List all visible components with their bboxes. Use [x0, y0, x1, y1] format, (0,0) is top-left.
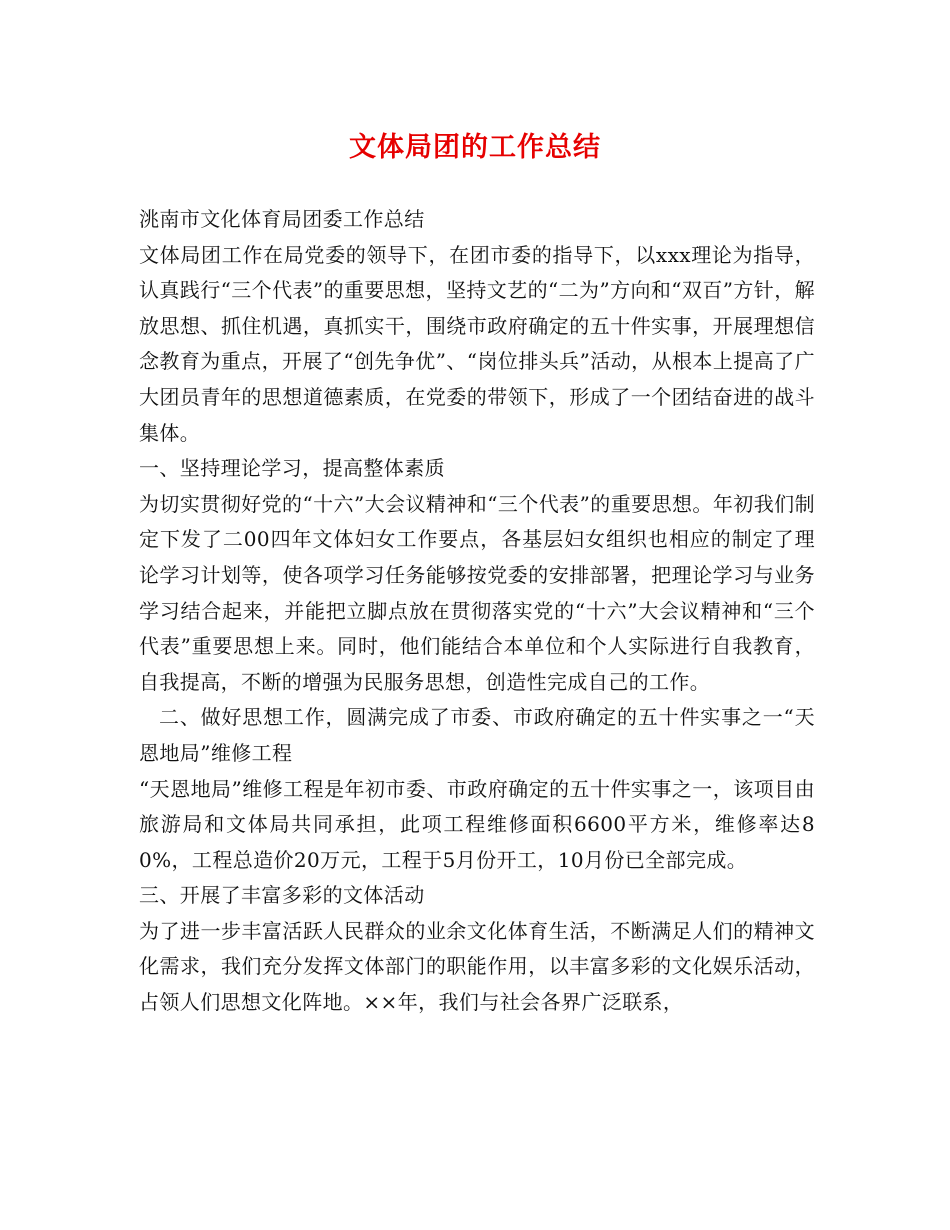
section-heading-3: 三、开展了丰富多彩的文体活动: [139, 883, 425, 908]
document-title: 文体局团的工作总结: [349, 132, 601, 163]
section-heading-2: 二、做好思想工作，圆满完成了市委、市政府确定的五十件实事之一“天恩地局”维修工程: [139, 705, 815, 765]
section-3-paragraph: 为了进一步丰富活跃人民群众的业余文化体育生活，不断满足人们的精神文化需求，我们充分发挥文体部门的职能作用，以丰富多彩的文化娱乐活动，占领人们思想文化阵地。××年，我们与社会各界广泛联系，: [139, 918, 815, 1015]
section-heading-1: 一、坚持理论学习，提高整体素质: [139, 456, 445, 481]
document-body: [139, 202, 815, 1021]
subtitle-paragraph: 洮南市文化体育局团委工作总结: [139, 207, 425, 231]
section-2-paragraph: “天恩地局”维修工程是年初市委、市政府确定的五十件实事之一，该项目由旅游局和文体局共同承担，此项工程维修面积6600平方米，维修率达80%，工程总造价20万元，工程于5月份开工，10月份已全部完成。: [139, 776, 815, 872]
section-1-paragraph: 为切实贯彻好党的“十六”大会议精神和“三个代表”的重要思想。年初我们制定下发了二00四年文体妇女工作要点，各基层妇女组织也相应的制定了理论学习计划等，使各项学习任务能够按党委的安排部署，把理论学习与业务学习结合起来，并能把立脚点放在贯彻落实党的“十六”大会议精神和“三个代表”重要思想上来。同时，他们能结合本单位和个人实际进行自我教育，自我提高，不断的增强为民服务思想，创造性完成自己的工作。: [139, 491, 815, 694]
intro-paragraph: 文体局团工作在局党委的领导下，在团市委的指导下，以xxx理论为指导，认真践行“三个代表”的重要思想，坚持文艺的“二为”方向和“双百”方针，解放思想、抓住机遇，真抓实干，围绕市政府确定的五十件实事，开展理想信念教育为重点，开展了“创先争优”、“岗位排头兵”活动，从根本上提高了广大团员青年的思想道德素质，在党委的带领下，形成了一个团结奋进的战斗集体。: [139, 242, 815, 445]
